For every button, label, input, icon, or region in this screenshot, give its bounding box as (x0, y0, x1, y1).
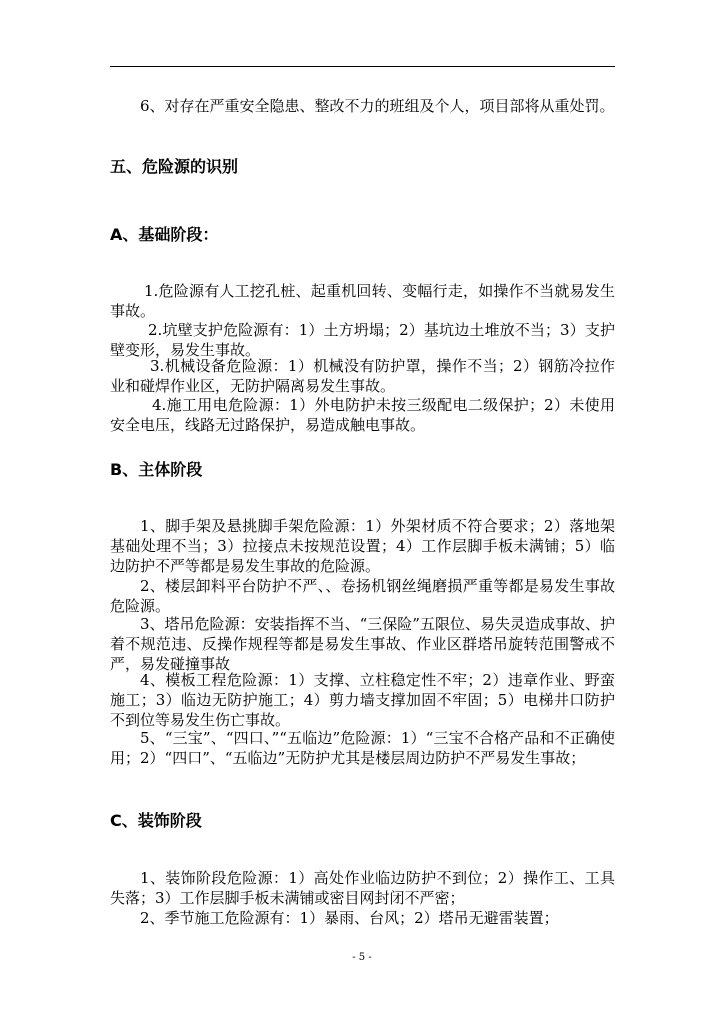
c-item-1: 1、装饰阶段危险源：1）高处作业临边防护不到位；2）操作工、工具失落；3）工作层脚手板未满铺或密目网封闭不严密； (110, 869, 615, 907)
a-item-3: 3.机械设备危险源：1）机械没有防护罩，操作不当；2）钢筋冷拉作业和碰焊作业区，无防护隔离易发生事故。 (110, 357, 615, 395)
heading-b: B、主体阶段 (110, 460, 203, 479)
intro-paragraph: 6、对存在严重安全隐患、整改不力的班组及个人，项目部将从重处罚。 (140, 97, 615, 115)
heading-a: A、基础阶段： (110, 225, 219, 244)
c-item-2: 2、季节施工危险源有：1）暴雨、台风；2）塔吊无避雷装置； (140, 909, 559, 927)
b-item-2: 2、楼层卸料平台防护不严、、卷扬机钢丝绳磨损严重等都是易发生事故危险源。 (110, 577, 615, 615)
a-item-2: 2.坑壁支护危险源有：1）土方坍塌；2）基坑边土堆放不当；3）支护壁变形，易发生事故。 (110, 321, 615, 359)
a-item-1: 1.危险源有人工挖孔桩、起重机回转、变幅行走，如操作不当就易发生事故。 (110, 282, 615, 320)
a-item-4: 4.施工用电危险源：1）外电防护未按三级配电二级保护；2）未使用安全电压，线路无过路保护，易造成触电事故。 (110, 396, 615, 434)
heading-c: C、装饰阶段 (110, 811, 202, 830)
b-item-3: 3、塔吊危险源：安装指挥不当、“三保险”五限位、易失灵造成事故、护着不规范违、反操作规程等都是易发生事故、作业区群塔吊旋转范围警戒不严，易发碰撞事故 (110, 615, 615, 673)
b-item-1: 1、脚手架及悬挑脚手架危险源：1）外架材质不符合要求；2）落地架基础处理不当；3）拉接点未按规范设置；4）工作层脚手板未满铺；5）临边防护不严等都是易发生事故的危险源。 (110, 517, 615, 575)
header-rule (110, 66, 615, 67)
section-title: 五、危险源的识别 (110, 157, 239, 176)
page-number: - 5 - (352, 952, 372, 963)
b-item-4: 4、模板工程危险源：1）支撑、立柱稳定性不牢；2）违章作业、野蛮施工；3）临边无防护施工；4）剪力墙支撑加固不牢固；5）电梯井口防护不到位等易发生伤亡事故。 (110, 671, 615, 729)
b-item-5: 5、“三宝”、“四口、”“五临边”危险源：1）“三宝不合格产品和不正确使用；2）“四口”、“五临边”无防护尤其是楼层周边防护不严易发生事故； (110, 729, 615, 767)
